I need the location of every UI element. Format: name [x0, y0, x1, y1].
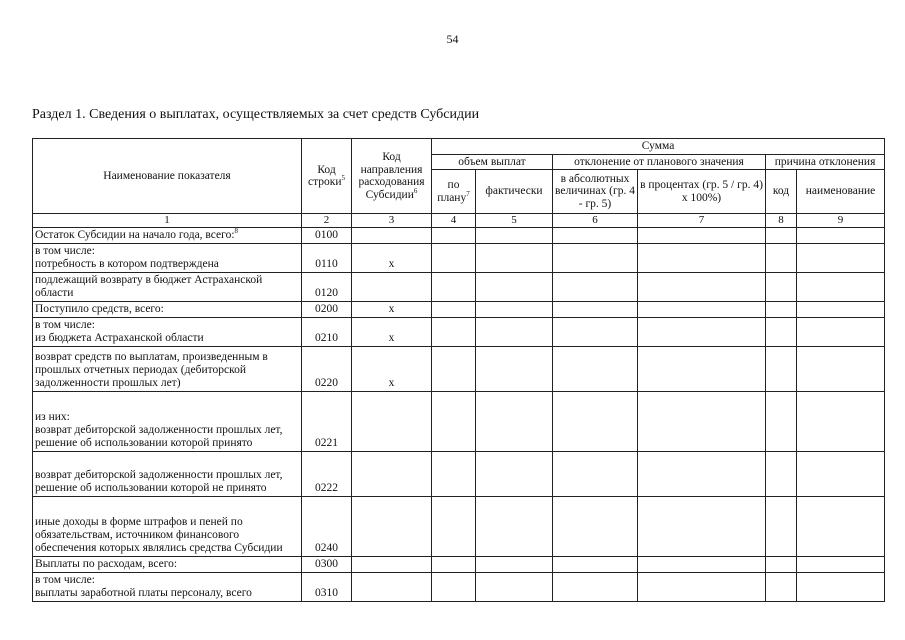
indicator-name-cell	[33, 557, 302, 573]
value-cell	[432, 273, 476, 302]
value-cell	[766, 302, 797, 318]
direction-code-cell	[352, 228, 432, 244]
table-row	[33, 318, 885, 347]
table-row	[33, 273, 885, 302]
column-number: 1	[33, 214, 302, 228]
header-reason-code: код	[766, 170, 797, 214]
indicator-name-text: из них:	[35, 411, 70, 423]
value-cell	[797, 318, 885, 347]
table-row	[33, 302, 885, 318]
indicator-name-cell	[33, 244, 302, 273]
row-code-cell: 0300	[302, 557, 352, 573]
value-cell	[797, 557, 885, 573]
row-code-cell: 0120	[302, 273, 352, 302]
value-cell	[638, 347, 766, 392]
row-code-cell: 0240	[302, 497, 352, 557]
table-row	[33, 244, 885, 273]
table-row	[33, 228, 885, 244]
indicator-name-cell	[33, 497, 302, 557]
value-cell	[553, 244, 638, 273]
value-cell	[766, 228, 797, 244]
row-code-cell: 0221	[302, 392, 352, 452]
value-cell	[638, 228, 766, 244]
row-code-cell: 0210	[302, 318, 352, 347]
header-indicator: Наименование показателя	[33, 139, 302, 214]
indicator-name-text: из бюджета Астраханской области	[35, 332, 204, 344]
header-reason-name: наименование	[797, 170, 885, 214]
value-cell	[797, 228, 885, 244]
row-code-cell: 0222	[302, 452, 352, 497]
row-code-cell: 0310	[302, 573, 352, 602]
value-cell	[476, 318, 553, 347]
direction-code-cell: x	[352, 302, 432, 318]
value-cell	[638, 244, 766, 273]
indicator-name-cell	[33, 573, 302, 602]
value-cell	[766, 318, 797, 347]
indicator-name-cell	[33, 452, 302, 497]
value-cell	[432, 497, 476, 557]
indicator-name-text: в том числе:	[35, 319, 95, 331]
direction-code-cell	[352, 273, 432, 302]
value-cell	[638, 318, 766, 347]
value-cell	[766, 392, 797, 452]
indicator-name-text: иные доходы в форме штрафов и пеней по обязательствам, источником финансового обеспечения которых являлись средства Субсидии	[35, 516, 283, 554]
indicator-name-text: возврат дебиторской задолженности прошлых лет, решение об использовании которой принято	[35, 424, 283, 449]
header-absolute: в абсолютных величинах (гр. 4 - гр. 5)	[553, 170, 638, 214]
value-cell	[553, 497, 638, 557]
value-cell	[476, 347, 553, 392]
value-cell	[638, 392, 766, 452]
table-row	[33, 347, 885, 392]
direction-code-cell	[352, 452, 432, 497]
value-cell	[553, 318, 638, 347]
header-percent: в процентах (гр. 5 / гр. 4) x 100%)	[638, 170, 766, 214]
row-code-cell: 0200	[302, 302, 352, 318]
column-numbers-row	[33, 214, 885, 228]
value-cell	[638, 573, 766, 602]
column-number: 2	[302, 214, 352, 228]
value-cell	[766, 573, 797, 602]
header-deviation: отклонение от планового значения	[553, 154, 766, 170]
direction-code-cell: x	[352, 244, 432, 273]
value-cell	[553, 302, 638, 318]
value-cell	[476, 497, 553, 557]
direction-code-cell: x	[352, 318, 432, 347]
value-cell	[797, 244, 885, 273]
indicator-name-cell	[33, 392, 302, 452]
direction-code-cell	[352, 497, 432, 557]
value-cell	[797, 347, 885, 392]
value-cell	[476, 244, 553, 273]
header-volume: объем выплат	[432, 154, 553, 170]
indicator-name-text: Остаток Субсидии на начало года, всего:	[35, 229, 235, 241]
value-cell	[432, 573, 476, 602]
value-cell	[766, 557, 797, 573]
value-cell	[638, 557, 766, 573]
indicator-name-text: потребность в котором подтверждена	[35, 258, 219, 270]
value-cell	[432, 392, 476, 452]
table-row	[33, 497, 885, 557]
value-cell	[476, 273, 553, 302]
value-cell	[476, 573, 553, 602]
value-cell	[553, 573, 638, 602]
value-cell	[797, 273, 885, 302]
value-cell	[476, 392, 553, 452]
value-cell	[797, 392, 885, 452]
value-cell	[797, 497, 885, 557]
value-cell	[766, 452, 797, 497]
value-cell	[476, 557, 553, 573]
column-number: 3	[352, 214, 432, 228]
value-cell	[432, 302, 476, 318]
column-number: 9	[797, 214, 885, 228]
direction-code-cell: x	[352, 347, 432, 392]
indicator-name-text: в том числе:	[35, 574, 95, 586]
value-cell	[638, 497, 766, 557]
value-cell	[553, 273, 638, 302]
indicator-name-text: выплаты заработной платы персоналу, всего	[35, 587, 252, 599]
direction-code-cell	[352, 573, 432, 602]
table-row	[33, 392, 885, 452]
table-row	[33, 452, 885, 497]
value-cell	[766, 244, 797, 273]
indicator-name-text: Выплаты по расходам, всего:	[35, 558, 178, 570]
header-reason: причина отклонения	[766, 154, 885, 170]
indicator-name-text: в том числе:	[35, 245, 95, 257]
section-title: Раздел 1. Сведения о выплатах, осуществляемых за счет средств Субсидии	[32, 107, 480, 122]
value-cell	[638, 452, 766, 497]
value-cell	[553, 452, 638, 497]
value-cell	[766, 273, 797, 302]
value-cell	[553, 392, 638, 452]
column-number: 6	[553, 214, 638, 228]
table-body	[33, 228, 885, 602]
header-sum: Сумма	[432, 139, 885, 155]
value-cell	[766, 497, 797, 557]
indicator-name-cell	[33, 318, 302, 347]
value-cell	[797, 452, 885, 497]
column-number: 4	[432, 214, 476, 228]
page-number: 54	[446, 32, 459, 46]
value-cell	[766, 347, 797, 392]
value-cell	[432, 557, 476, 573]
table-row	[33, 557, 885, 573]
table-row	[33, 573, 885, 602]
indicator-name-cell	[33, 302, 302, 318]
value-cell	[553, 347, 638, 392]
row-code-cell: 0220	[302, 347, 352, 392]
value-cell	[432, 228, 476, 244]
value-cell	[797, 302, 885, 318]
column-number: 8	[766, 214, 797, 228]
value-cell	[476, 452, 553, 497]
indicator-name-text: возврат дебиторской задолженности прошлых лет, решение об использовании которой не принято	[35, 469, 283, 494]
indicator-name-text: возврат средств по выплатам, произведенным в прошлых отчетных периодах (дебиторской задолженности прошлых лет)	[35, 351, 268, 389]
row-code-cell: 0100	[302, 228, 352, 244]
footnote-mark: 8	[234, 227, 239, 236]
column-number: 5	[476, 214, 553, 228]
row-code-cell: 0110	[302, 244, 352, 273]
value-cell	[432, 244, 476, 273]
indicator-name-cell	[33, 228, 302, 244]
value-cell	[476, 302, 553, 318]
value-cell	[432, 318, 476, 347]
header-direction-code: Код направления расходования Субсидии$^6$	[352, 139, 432, 214]
value-cell	[638, 302, 766, 318]
header-actual: фактически	[476, 170, 553, 214]
payments-table	[32, 138, 885, 602]
value-cell	[553, 557, 638, 573]
value-cell	[432, 452, 476, 497]
indicator-name-text: подлежащий возврату в бюджет Астраханской области	[35, 274, 263, 299]
header-plan: по плану$^7$	[432, 170, 476, 214]
indicator-name-text: Поступило средств, всего:	[35, 303, 164, 315]
indicator-name-cell	[33, 273, 302, 302]
column-number: 7	[638, 214, 766, 228]
value-cell	[797, 573, 885, 602]
value-cell	[553, 228, 638, 244]
value-cell	[476, 228, 553, 244]
direction-code-cell	[352, 557, 432, 573]
direction-code-cell	[352, 392, 432, 452]
indicator-name-cell	[33, 347, 302, 392]
header-row-code: Код строки$^5$	[302, 139, 352, 214]
value-cell	[432, 347, 476, 392]
value-cell	[638, 273, 766, 302]
